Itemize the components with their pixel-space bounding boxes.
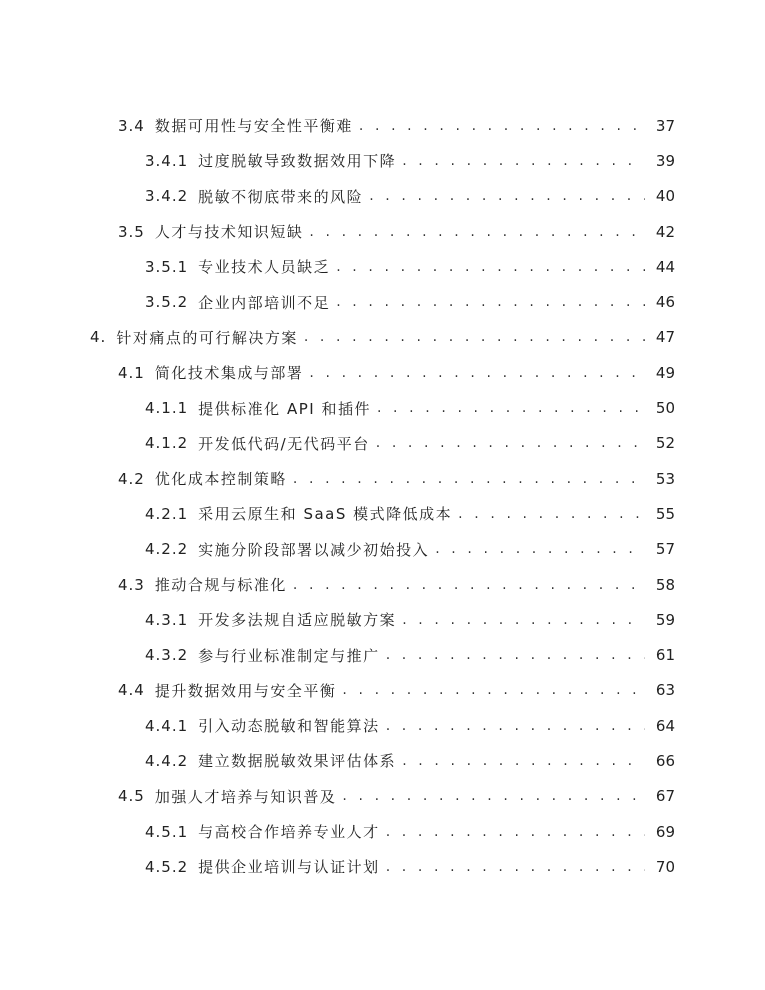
dot-leader [369, 188, 645, 204]
toc-entry-page: 40 [655, 187, 675, 206]
toc-entry[interactable] [0, 108, 765, 143]
toc-entry[interactable] [0, 249, 765, 284]
dot-leader [376, 435, 645, 451]
toc-entry-title: 数据可用性与安全性平衡难 [154, 117, 353, 136]
toc-entry[interactable] [0, 743, 765, 778]
toc-entry-number: 4.3 [118, 575, 145, 594]
toc-entry-page: 53 [655, 469, 675, 488]
toc-entry-page: 59 [655, 610, 675, 629]
toc-entry-title: 提供企业培训与认证计划 [198, 858, 380, 877]
toc-entry[interactable] [0, 602, 765, 637]
dot-leader [402, 612, 645, 628]
toc-entry-page: 57 [655, 540, 675, 559]
dot-leader [342, 682, 645, 698]
toc-entry-number: 4. [90, 328, 107, 347]
toc-entry[interactable] [0, 390, 765, 425]
toc-entry[interactable] [0, 849, 765, 884]
toc-entry-title: 开发低代码/无代码平台 [198, 434, 370, 453]
toc-entry[interactable] [0, 426, 765, 461]
toc-entry[interactable] [0, 179, 765, 214]
toc-entry-page: 46 [655, 293, 675, 312]
toc-entry[interactable] [0, 284, 765, 319]
toc-entry-number: 4.3.2 [145, 646, 189, 665]
toc-entry-title: 采用云原生和 SaaS 模式降低成本 [198, 505, 453, 524]
toc-entry-title: 推动合规与标准化 [154, 576, 287, 594]
toc-entry-number: 4.1 [118, 363, 145, 382]
toc-entry-title: 引入动态脱敏和智能算法 [198, 717, 380, 736]
toc-entry[interactable] [0, 567, 765, 602]
toc-entry-page: 49 [655, 363, 675, 382]
toc-entry-number: 4.5.1 [145, 822, 189, 841]
toc-entry-number: 3.4.2 [145, 187, 189, 206]
toc-entry[interactable] [0, 143, 765, 178]
toc-entry-page: 44 [655, 257, 675, 276]
toc-entry[interactable] [0, 496, 765, 531]
toc-entry-page: 67 [655, 787, 675, 806]
toc-entry-number: 3.4.1 [145, 151, 189, 170]
toc-entry[interactable] [0, 355, 765, 390]
dot-leader [402, 753, 645, 769]
toc-entry-page: 66 [655, 751, 675, 770]
toc-entry-number: 4.3.1 [145, 610, 189, 629]
toc-entry-title: 针对痛点的可行解决方案 [116, 328, 298, 347]
toc-entry-page: 47 [655, 328, 675, 347]
toc-entry-title: 建立数据脱敏效果评估体系 [198, 752, 397, 771]
toc-entry-number: 4.4 [118, 681, 145, 700]
toc-entry-page: 58 [655, 575, 675, 594]
toc-entry-number: 4.4.2 [145, 751, 189, 770]
toc-entry-title: 简化技术集成与部署 [154, 364, 304, 383]
dot-leader [359, 118, 645, 134]
dot-leader [386, 824, 645, 840]
toc-entry-page: 61 [655, 646, 675, 665]
dot-leader [377, 400, 645, 416]
toc-entry-page: 42 [655, 222, 675, 241]
toc-entry-number: 4.2.1 [145, 504, 189, 523]
toc-entry-title: 参与行业标准制定与推广 [198, 646, 380, 665]
toc-entry-title: 实施分阶段部署以减少初始投入 [198, 540, 430, 559]
toc-entry-number: 4.5.2 [145, 857, 189, 876]
toc-entry[interactable] [0, 779, 765, 814]
toc-entry-page: 37 [655, 116, 675, 135]
toc-entry-page: 55 [655, 504, 675, 523]
toc-entry-number: 4.5 [118, 787, 145, 806]
dot-leader [336, 294, 645, 310]
dot-leader [342, 788, 645, 804]
dot-leader [435, 541, 645, 557]
toc-entry-title: 脱敏不彻底带来的风险 [198, 187, 364, 206]
toc-entry[interactable] [0, 214, 765, 249]
toc-entry[interactable] [0, 673, 765, 708]
toc-entry-page: 64 [655, 716, 675, 735]
dot-leader [309, 365, 645, 381]
toc-entry-page: 69 [655, 822, 675, 841]
dot-leader [293, 471, 645, 487]
toc-entry-title: 专业技术人员缺乏 [198, 258, 331, 277]
toc-entry-number: 4.4.1 [145, 716, 189, 735]
toc-entry[interactable] [0, 637, 765, 672]
dot-leader [402, 153, 645, 169]
dot-leader [458, 506, 645, 522]
toc-entry-title: 过度脱敏导致数据效用下降 [198, 152, 397, 171]
dot-leader [386, 859, 645, 875]
dot-leader [336, 259, 645, 275]
toc-entry-title: 提升数据效用与安全平衡 [154, 681, 337, 700]
toc-entry[interactable] [0, 320, 765, 355]
toc-entry[interactable] [0, 814, 765, 849]
toc-entry-page: 52 [655, 434, 675, 453]
toc-entry-page: 39 [655, 151, 675, 170]
dot-leader [304, 329, 645, 345]
toc-entry-number: 4.1.1 [145, 399, 189, 418]
toc-entry-number: 4.1.2 [145, 434, 189, 453]
toc-entry-title: 提供标准化 API 和插件 [198, 399, 371, 418]
toc-entry-number: 4.2 [118, 469, 145, 488]
toc-entry-title: 与高校合作培养专业人才 [198, 823, 380, 842]
dot-leader [386, 647, 645, 663]
toc-entry-title: 人才与技术知识短缺 [154, 223, 304, 242]
dot-leader [386, 718, 645, 734]
toc-entry-title: 优化成本控制策略 [154, 470, 287, 489]
table-of-contents [0, 108, 765, 885]
toc-entry-number: 3.4 [118, 116, 145, 135]
toc-entry-page: 63 [655, 681, 675, 700]
toc-entry-title: 加强人才培养与知识普及 [154, 787, 337, 806]
toc-entry-number: 4.2.2 [145, 540, 189, 559]
toc-entry-number: 3.5 [118, 222, 145, 241]
toc-entry[interactable] [0, 461, 765, 496]
toc-entry-number: 3.5.1 [145, 257, 189, 276]
toc-entry[interactable] [0, 708, 765, 743]
toc-entry[interactable] [0, 532, 765, 567]
toc-entry-title: 企业内部培训不足 [198, 293, 331, 312]
toc-entry-page: 70 [655, 857, 675, 876]
dot-leader [293, 577, 645, 593]
toc-entry-number: 3.5.2 [145, 293, 189, 312]
dot-leader [309, 224, 645, 240]
toc-entry-title: 开发多法规自适应脱敏方案 [198, 611, 397, 630]
toc-entry-page: 50 [655, 399, 675, 418]
